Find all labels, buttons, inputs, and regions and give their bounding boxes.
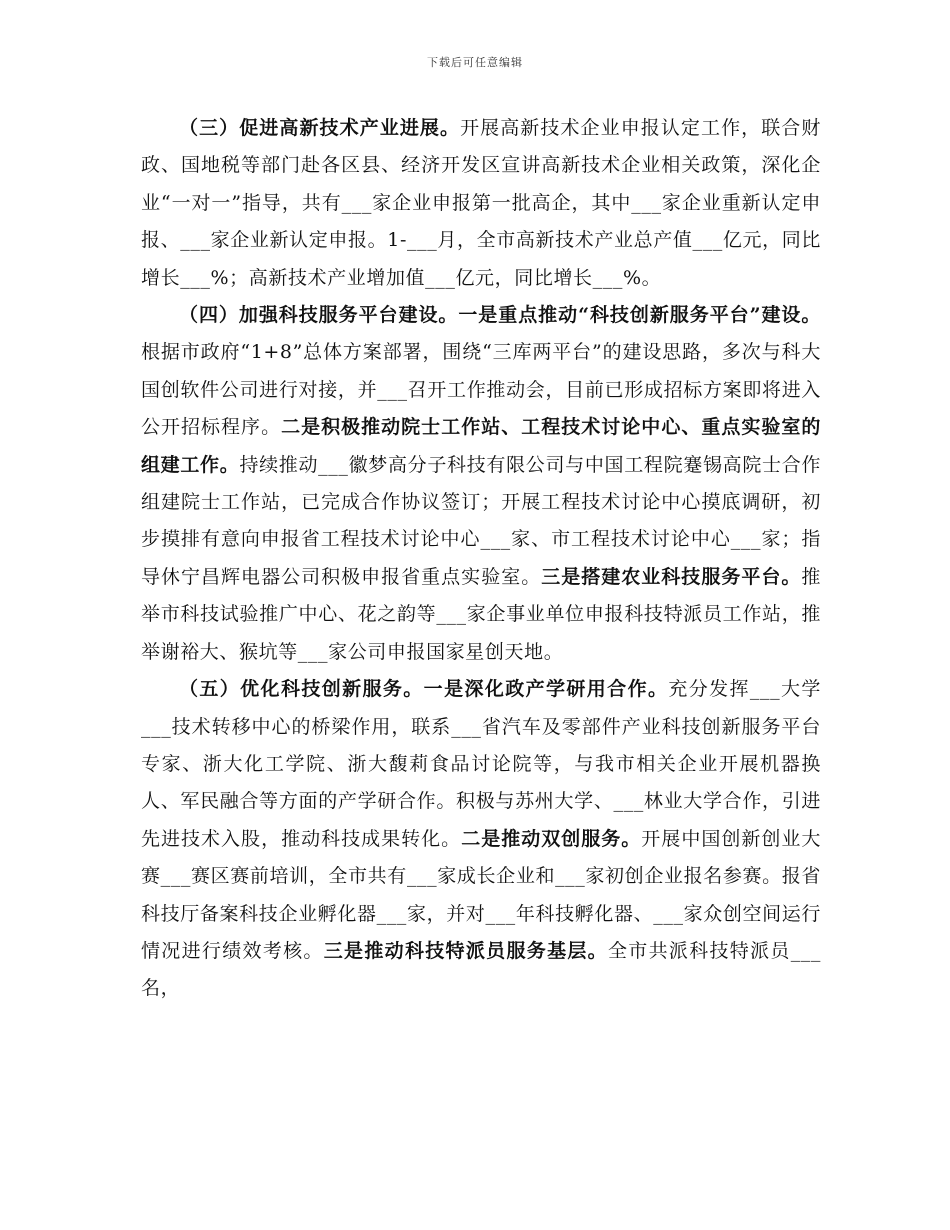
- bold-subheading: 三是推动科技特派员服务基层。: [323, 939, 608, 962]
- document-body: [141, 110, 821, 1008]
- paragraph-text: 根据市政府“1+8”总体方案部署，围绕“三库两平台”的建设思路，多次与科大国创软件公司进行对接，并___召开工作推动会，目前已形成招标方案即将进入公开招标程序。: [141, 341, 821, 439]
- paragraph-3-high-tech: [141, 110, 821, 297]
- paragraph-text: 推举市科技试验推广中心、花之韵等___家企事业单位申报科技特派员工作站，推举谢裕大、猴坑等___家公司申报国家星创天地。: [141, 565, 821, 663]
- paragraph-text: 充分发挥___大学___技术转移中心的桥梁作用，联系___省汽车及零部件产业科技创新服务平台专家、浙大化工学院、浙大馥莉食品讨论院等，与我市相关企业开展机器换人、军民融合等方面的产学研合作。积极与苏州大学、___林业大学合作，引进先进技术入股，推动科技成果转化。: [141, 678, 821, 850]
- paragraph-text: 全市共派科技特派员___名，: [141, 939, 822, 1000]
- paragraph-text: 持续推动___徽梦高分子科技有限公司与中国工程院蹇锡高院士合作组建院士工作站，已完成合作协议签订；开展工程技术讨论中心摸底调研，初步摸排有意向申报省工程技术讨论中心___家、市工程技术讨论中心___家；指导休宁昌辉电器公司积极申报省重点实验室。: [141, 453, 821, 588]
- paragraph-text: 开展中国创新创业大赛___赛区赛前培训，全市共有___家成长企业和___家初创企业报名参赛。报省科技厅备案科技企业孵化器___家，并对___年科技孵化器、___家众创空间运行情况进行绩效考核。: [141, 827, 821, 962]
- paragraph-text: 开展高新技术企业申报认定工作，联合财政、国地税等部门赴各区县、经济开发区宣讲高新技术企业相关政策，深化企业“一对一”指导，共有___家企业申报第一批高企，其中___家企业重新认定申报、___家企业新认定申报。1-___月，全市高新技术产业总产值___亿元，同比增长___%；高新技术产业增加值___亿元，同比增长___%。: [141, 117, 821, 289]
- bold-subheading: 二是推动双创服务。: [461, 827, 642, 850]
- section-heading: （五）优化科技创新服务。一是深化政产学研用合作。: [179, 678, 669, 701]
- section-heading: （四）加强科技服务平台建设。一是重点推动“科技创新服务平台”建设。: [179, 304, 821, 327]
- bold-subheading: 二是积极推动院士工作站、工程技术讨论中心、重点实验室的组建工作。: [141, 416, 822, 476]
- section-heading: （三）促进高新技术产业进展。: [179, 117, 461, 139]
- paragraph-5-innovation-service: [141, 671, 821, 1008]
- paragraph-4-service-platform: [141, 297, 821, 671]
- bold-subheading: 三是搭建农业科技服务平台。: [541, 565, 802, 588]
- page-header: 下载后可任意编辑: [427, 56, 523, 69]
